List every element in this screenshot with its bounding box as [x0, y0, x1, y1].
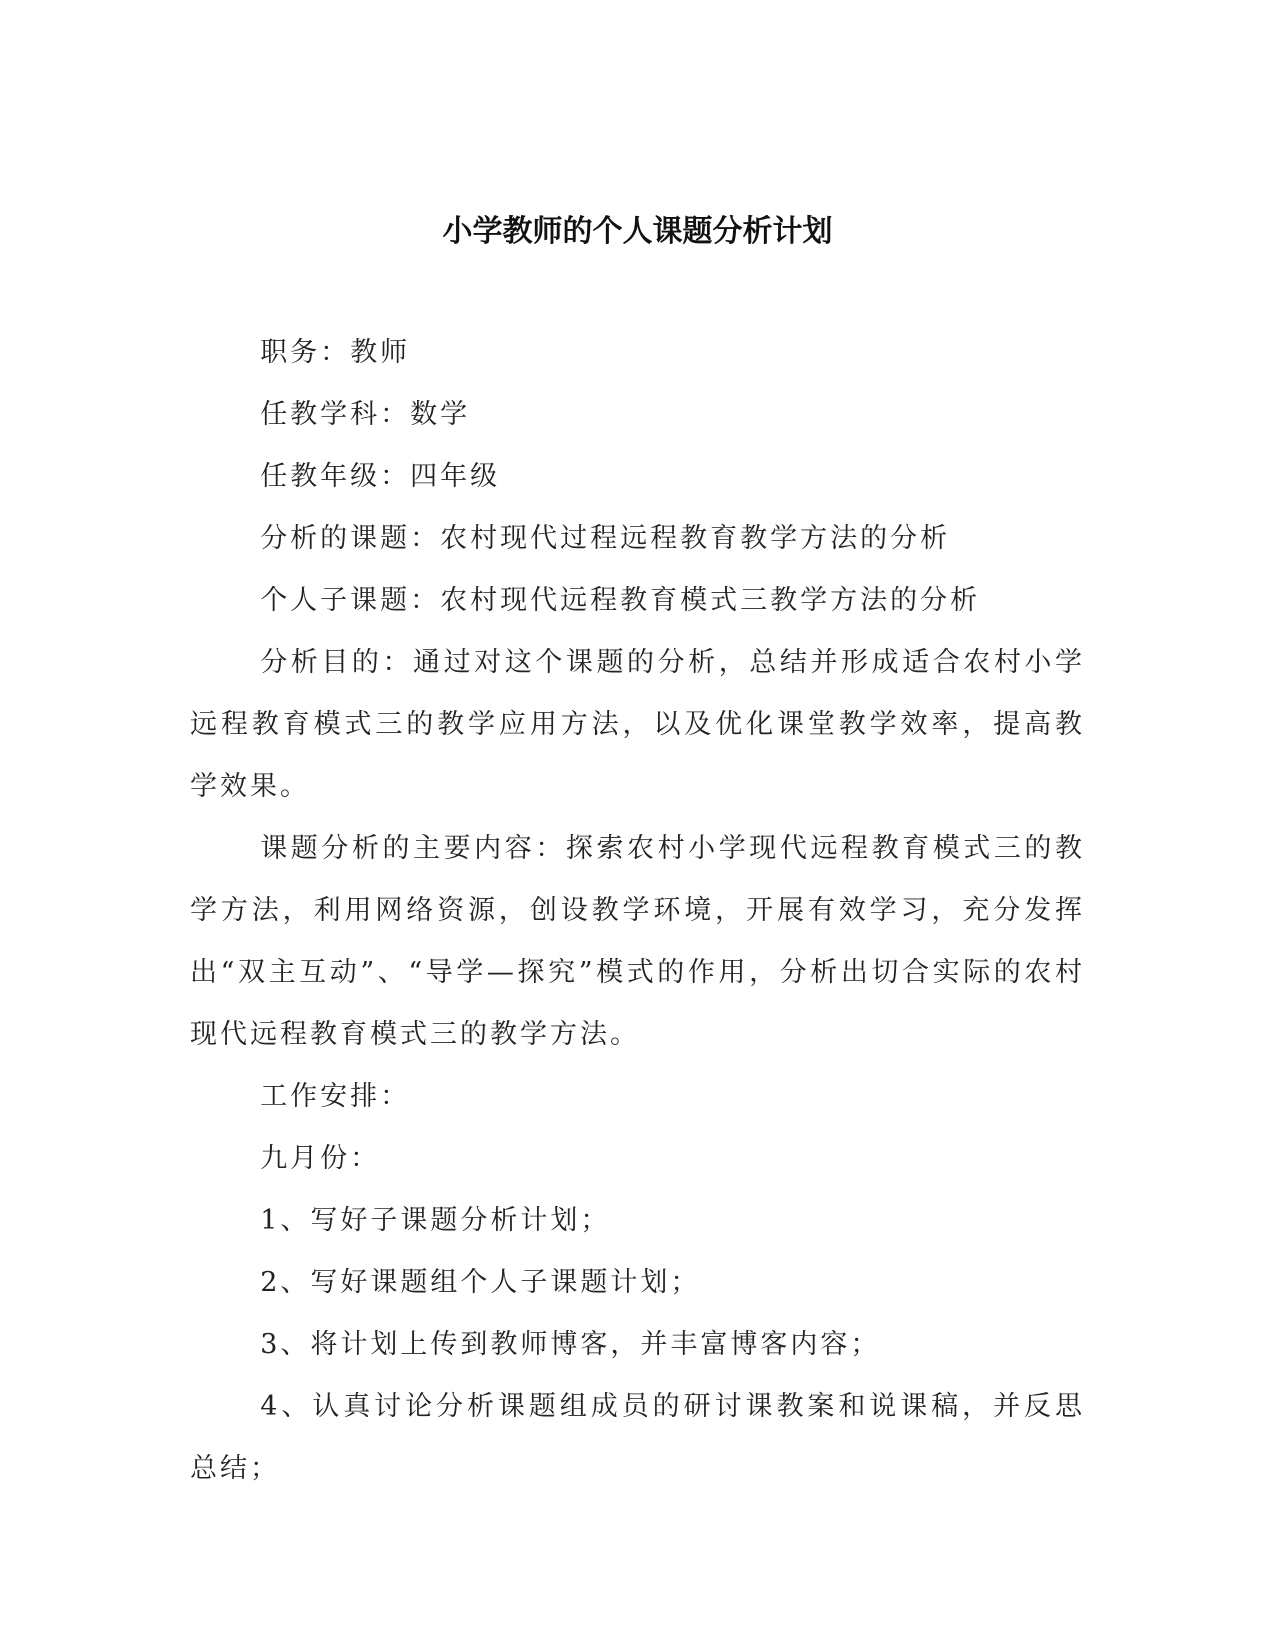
- list-item: 4、认真讨论分析课题组成员的研讨课教案和说课稿，并反思总结；: [190, 1391, 1085, 1484]
- paragraph-personal-subtopic: 个人子课题：农村现代远程教育模式三教学方法的分析: [260, 585, 981, 616]
- paragraph-grade: 任教年级：四年级: [260, 461, 501, 492]
- paragraph-work-plan-heading: 工作安排：: [260, 1081, 411, 1112]
- document-title: 小学教师的个人课题分析计划: [442, 214, 833, 249]
- paragraph-position: 职务：教师: [260, 337, 411, 368]
- list-item: 3、将计划上传到教师博客，并丰富博客内容；: [260, 1329, 881, 1360]
- list-item: 1、写好子课题分析计划；: [260, 1205, 611, 1236]
- paragraph-main-content: 课题分析的主要内容：探索农村小学现代远程教育模式三的教学方法，利用网络资源，创设教学环境，开展有效学习，充分发挥出“双主互动”、“导学—探究”模式的作用，分析出切合实际的农村现代远程教育模式三的教学方法。: [190, 833, 1085, 1050]
- list-item: 2、写好课题组个人子课题计划；: [260, 1267, 701, 1298]
- paragraph-september-heading: 九月份：: [260, 1143, 381, 1174]
- paragraph-research-topic: 分析的课题：农村现代过程远程教育教学方法的分析: [260, 523, 951, 554]
- document-body: [190, 322, 1085, 1500]
- paragraph-purpose: 分析目的：通过对这个课题的分析，总结并形成适合农村小学远程教育模式三的教学应用方法，以及优化课堂教学效率，提高教学效果。: [190, 647, 1085, 802]
- paragraph-subject: 任教学科：数学: [260, 399, 471, 430]
